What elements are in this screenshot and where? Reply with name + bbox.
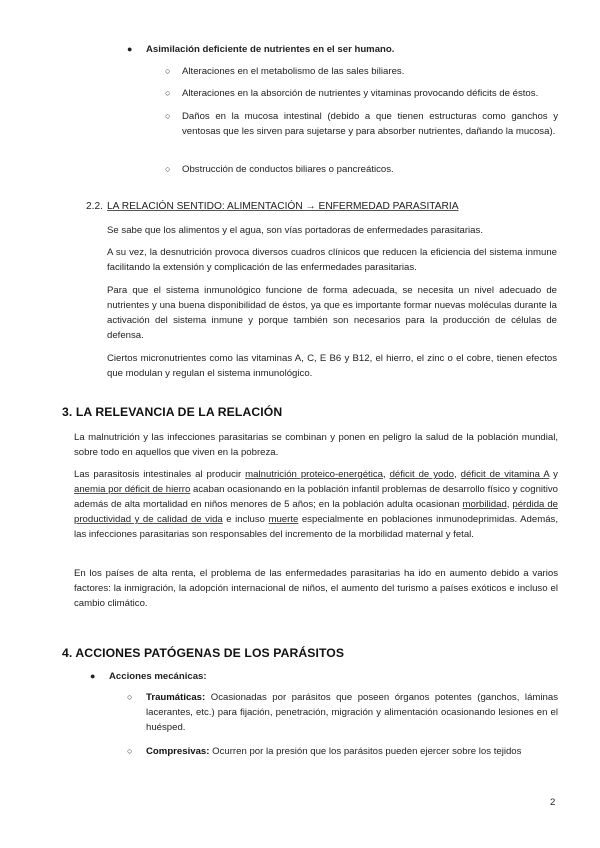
subitem-1: Alteraciones en el metabolismo de las sales biliares. [182, 66, 405, 77]
bullet-filled: ● [90, 671, 96, 681]
paragraph-4: Ciertos micronutrientes como las vitaminas A, C, E B6 y B12, el hierro, el zinc o el cobre, tienen efectos que modulan y regulan el sistema inmunológico. [107, 353, 557, 379]
section-3-paragraph-1: La malnutrición y las infecciones parasitarias se combinan y ponen en peligro la salud de la población mundial, sobre todo en aquellos que viven en la pobreza. [74, 432, 558, 458]
item-traumaticas: Traumáticas: Ocasionadas por parásitos que poseen órganos potentes (ganchos, láminas lacerantes, etc.) para fijación, penetración, migración y alimentación ocasionando lesiones en el huésped. [146, 692, 558, 733]
subitem-3: Daños en la mucosa intestinal (debido a que tienen estructuras como ganchos y ventosas que les sirven para sujetarse y para absorber nutrientes, dañando la mucosa). [182, 111, 558, 137]
paragraph-3: Para que el sistema inmunológico funcione de forma adecuada, se necesita un nivel adecuado de nutrientes y una buena disponibilidad de éstos, ya que es importante formar nuevas moléculas durante la activación del sistema inmune y porque también son necesarios para la producción de células de defensa. [107, 285, 557, 341]
subitem-2: Alteraciones en la absorción de nutrientes y vitaminas provocando déficits de éstos. [182, 88, 539, 99]
paragraph-1: Se sabe que los alimentos y el agua, son vías portadoras de enfermedades parasitarias. [107, 225, 483, 236]
bullet-hollow: ○ [165, 88, 171, 98]
section-4-title: 4. ACCIONES PATÓGENAS DE LOS PARÁSITOS [62, 646, 345, 660]
item-compresivas: Compresivas: Ocurren por la presión que los parásitos pueden ejercer sobre los tejidos [146, 746, 522, 757]
bullet-heading-asimilacion: Asimilación deficiente de nutrientes en el ser humano. [146, 44, 395, 55]
subitem-4: Obstrucción de conductos biliares o pancreáticos. [182, 164, 394, 175]
section-3-title: 3. LA RELEVANCIA DE LA RELACIÓN [62, 405, 283, 419]
page-number: 2 [550, 797, 556, 808]
section-3-paragraph-2: Las parasitosis intestinales al producir malnutrición proteico-energética, déficit de yodo, déficit de vitamina A y anemia por déficit de hierro acaban ocasionando en la población infantil problemas de desarrollo físico y cognitivo además de alta mortalidad en niños menores de 5 años; en la población adulta ocasionan morbilidad, pérdida de productividad y de calidad de vida e incluso muerte especialmente en poblaciones inmunodeprimidas. Además, las infecciones parasitarias son responsables del incremento de la morbilidad maternal y fetal. [74, 469, 559, 540]
bullet-hollow: ○ [127, 692, 133, 702]
bullet-hollow: ○ [127, 746, 133, 756]
bullet-heading-acciones-mecanicas: Acciones mecánicas: [109, 671, 207, 682]
bullet-hollow: ○ [165, 66, 171, 76]
section-3-paragraph-3: En los países de alta renta, el problema de las enfermedades parasitarias ha ido en aumento debido a varios factores: la inmigración, la adopción internacional de niños, el aumento del turismo a países exóticos e incluso el cambio climático. [74, 568, 558, 609]
subsection-number: 2.2. [86, 201, 103, 212]
bullet-filled: ● [127, 44, 133, 54]
bullet-hollow: ○ [165, 111, 171, 121]
paragraph-2: A su vez, la desnutrición provoca diversos cuadros clínicos que reducen la eficiencia del sistema inmune facilitando la extensión y complicación de las enfermedades parasitarias. [107, 247, 557, 273]
bullet-hollow: ○ [165, 164, 171, 174]
subsection-title: LA RELACIÓN SENTIDO: ALIMENTACIÓN → ENFERMEDAD PARASITARIA [107, 201, 459, 212]
